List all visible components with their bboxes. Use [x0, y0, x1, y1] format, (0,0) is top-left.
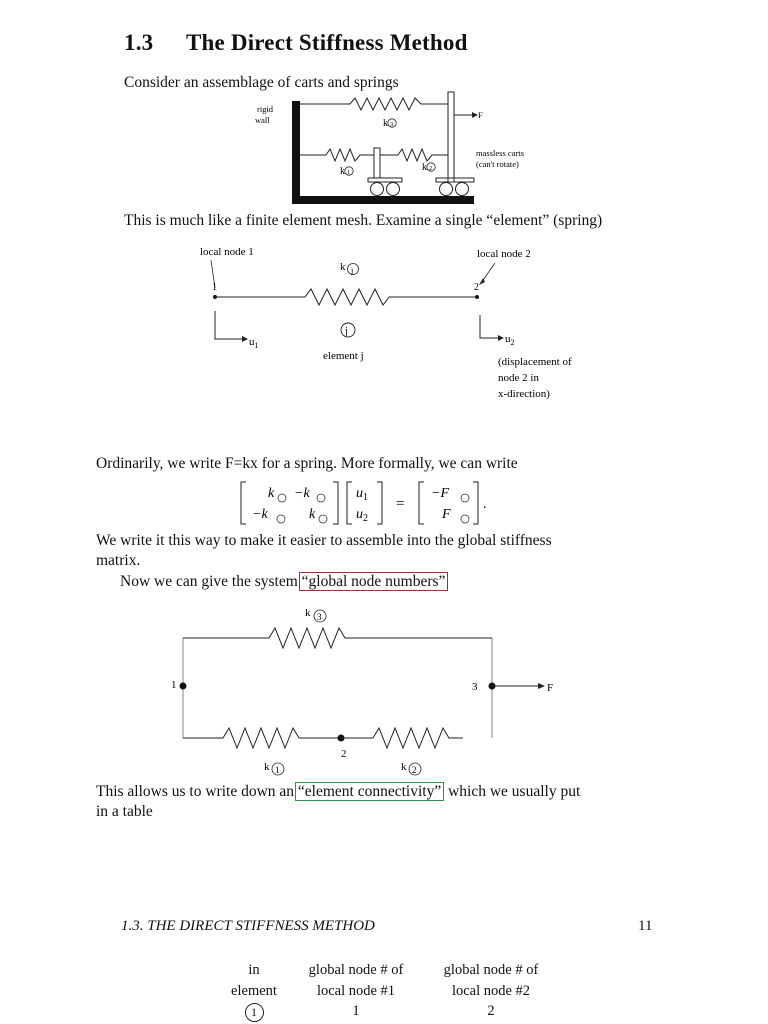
rigid-wall-label-line1: rigid	[257, 104, 274, 114]
figure-global-nodes	[165, 600, 575, 780]
header-node1-line1: global node # of	[308, 962, 404, 978]
spring-k3-global	[183, 628, 492, 648]
middle-cart-wheel-1	[371, 183, 384, 196]
vector-f2: F	[442, 507, 451, 522]
right-cart-wheel-1	[440, 183, 453, 196]
k3-sub: 3	[390, 121, 394, 128]
figure-carts-springs	[240, 88, 540, 212]
spring-k1	[300, 149, 374, 161]
middle-cart-bar	[374, 148, 380, 178]
paragraph-connectivity	[96, 782, 580, 802]
global-node-numbers-highlight: “global node numbers”	[299, 572, 449, 591]
figure-single-element	[190, 238, 610, 408]
vector-u2: $u_2$	[356, 507, 368, 524]
node-2-global: 2	[341, 748, 347, 760]
rigid-wall-shape	[292, 101, 300, 204]
matrix-equation	[236, 478, 496, 528]
k2-sub: 2	[429, 165, 433, 172]
local-node-1-label: local node 1	[200, 246, 254, 258]
k3-global-sub: 3	[317, 612, 322, 622]
header-element-line2: element	[231, 983, 277, 999]
table-header-element	[214, 960, 294, 1002]
paragraph-connectivity-line2: in a table	[96, 803, 153, 820]
section-title: The Direct Stiffness Method	[186, 30, 468, 55]
displacement-note-line1: (displacement of	[498, 356, 572, 368]
connectivity-text-after: which we usually put	[448, 783, 581, 800]
matrix-a22: k	[309, 507, 316, 522]
node-1-global: 1	[171, 679, 177, 691]
local-node-2-label: local node 2	[477, 248, 531, 260]
section-heading	[124, 30, 468, 56]
paragraph-ordinarily: Ordinarily, we write F=kx for a spring. More formally, we can write	[96, 455, 518, 472]
k3-global-label: k	[305, 607, 311, 619]
right-cart-bar	[448, 92, 454, 182]
spring-k3	[300, 98, 448, 110]
displacement-note-line2: node 2 in	[498, 372, 539, 384]
element-spring	[215, 289, 477, 305]
element-connectivity-highlight: “element connectivity”	[295, 782, 444, 801]
paragraph-global-nodes	[120, 572, 448, 592]
node-2-label: 2	[474, 282, 479, 293]
ground-shape	[292, 196, 474, 204]
matrix-a12: −k	[294, 486, 310, 501]
u-bracket-left	[347, 482, 352, 524]
middle-cart-wheel-2	[387, 183, 400, 196]
u-bracket-right	[377, 482, 382, 524]
paragraph-assemble-line1: We write it this way to make it easier to assemble into the global stiffness	[96, 532, 552, 549]
k2-label: k	[422, 162, 427, 173]
section-number: 1.3	[124, 30, 154, 55]
table-row	[214, 1002, 294, 1023]
vector-f1-sub	[461, 494, 469, 502]
matrix-a12-sub	[317, 494, 325, 502]
stiffness-bracket-left	[241, 482, 246, 524]
table-header-node2	[428, 960, 554, 1002]
u2-arrow	[480, 315, 498, 338]
node-3-global: 3	[472, 681, 478, 693]
vector-f1: −F	[431, 486, 449, 501]
header-element-line1: in	[248, 962, 260, 978]
vector-f2-sub	[461, 515, 469, 523]
table-header-node1	[293, 960, 419, 1002]
element-j-label: element j	[323, 350, 364, 362]
k1-label: k	[340, 166, 345, 177]
middle-cart-base	[368, 178, 402, 182]
matrix-a21: −k	[252, 507, 268, 522]
k3-label: k	[383, 118, 388, 129]
f-bracket-left	[419, 482, 424, 524]
displacement-note-line3: x-direction)	[498, 388, 550, 400]
k2-global-label: k	[401, 761, 407, 773]
paragraph-intro: Consider an assemblage of carts and springs	[124, 74, 399, 91]
kj-label: k	[340, 261, 346, 273]
header-node1-line2: local node #1	[316, 983, 396, 999]
force-global-label: F	[547, 682, 554, 694]
matrix-a11: k	[268, 486, 275, 501]
running-head-title: 1.3. THE DIRECT STIFFNESS METHOD	[121, 918, 375, 934]
spring-k2-global	[341, 728, 463, 748]
element-j-circle	[341, 323, 355, 337]
page-number: 11	[638, 918, 653, 934]
k1-global-sub: 1	[275, 765, 280, 775]
matrix-a22-sub	[319, 515, 327, 523]
matrix-a21-sub	[277, 515, 285, 523]
matrix-period: .	[483, 497, 487, 512]
row-element-cell: 1	[245, 1003, 264, 1022]
kj-sub: j	[351, 266, 354, 275]
right-cart-base	[436, 178, 474, 182]
matrix-equals: =	[396, 496, 405, 512]
global-nodes-text: Now we can give the system	[120, 573, 298, 590]
matrix-a11-sub	[278, 494, 286, 502]
k2-global-sub: 2	[412, 765, 417, 775]
row-node2-cell: 2	[487, 1003, 495, 1019]
k1-sub: 1	[347, 169, 351, 176]
spring-k1-global	[183, 728, 341, 748]
u2-label: $u_2$	[505, 333, 515, 347]
u1-arrow-head	[242, 336, 248, 342]
u1-arrow	[215, 311, 242, 339]
row-node1-cell: 1	[352, 1003, 360, 1019]
connectivity-text-before: This allows us to write down an	[96, 783, 295, 800]
u1-label: $u_1$	[249, 336, 259, 350]
header-node2-line2: local node #2	[451, 983, 531, 999]
massless-carts-line2: (can't rotate)	[476, 159, 519, 169]
paragraph-assemble-line2: matrix.	[96, 552, 141, 569]
f-bracket-right	[473, 482, 478, 524]
header-node2-line1: global node # of	[443, 962, 539, 978]
force-global-head	[538, 683, 545, 689]
element-j-circle-label: j	[345, 326, 348, 337]
node-1-global-dot	[180, 683, 187, 690]
node-1-label: 1	[212, 282, 217, 293]
stiffness-bracket-right	[333, 482, 338, 524]
vector-u1: $u_1$	[356, 486, 368, 503]
force-label: F	[478, 110, 483, 120]
massless-carts-line1: massless carts	[476, 148, 524, 158]
k1-global-label: k	[264, 761, 270, 773]
paragraph-element: This is much like a finite element mesh. Examine a single “element” (spring)	[124, 212, 603, 229]
rigid-wall-label-line2: wall	[255, 115, 270, 125]
right-cart-wheel-2	[456, 183, 469, 196]
u2-arrow-head	[498, 335, 504, 341]
spring-k2	[380, 149, 448, 161]
